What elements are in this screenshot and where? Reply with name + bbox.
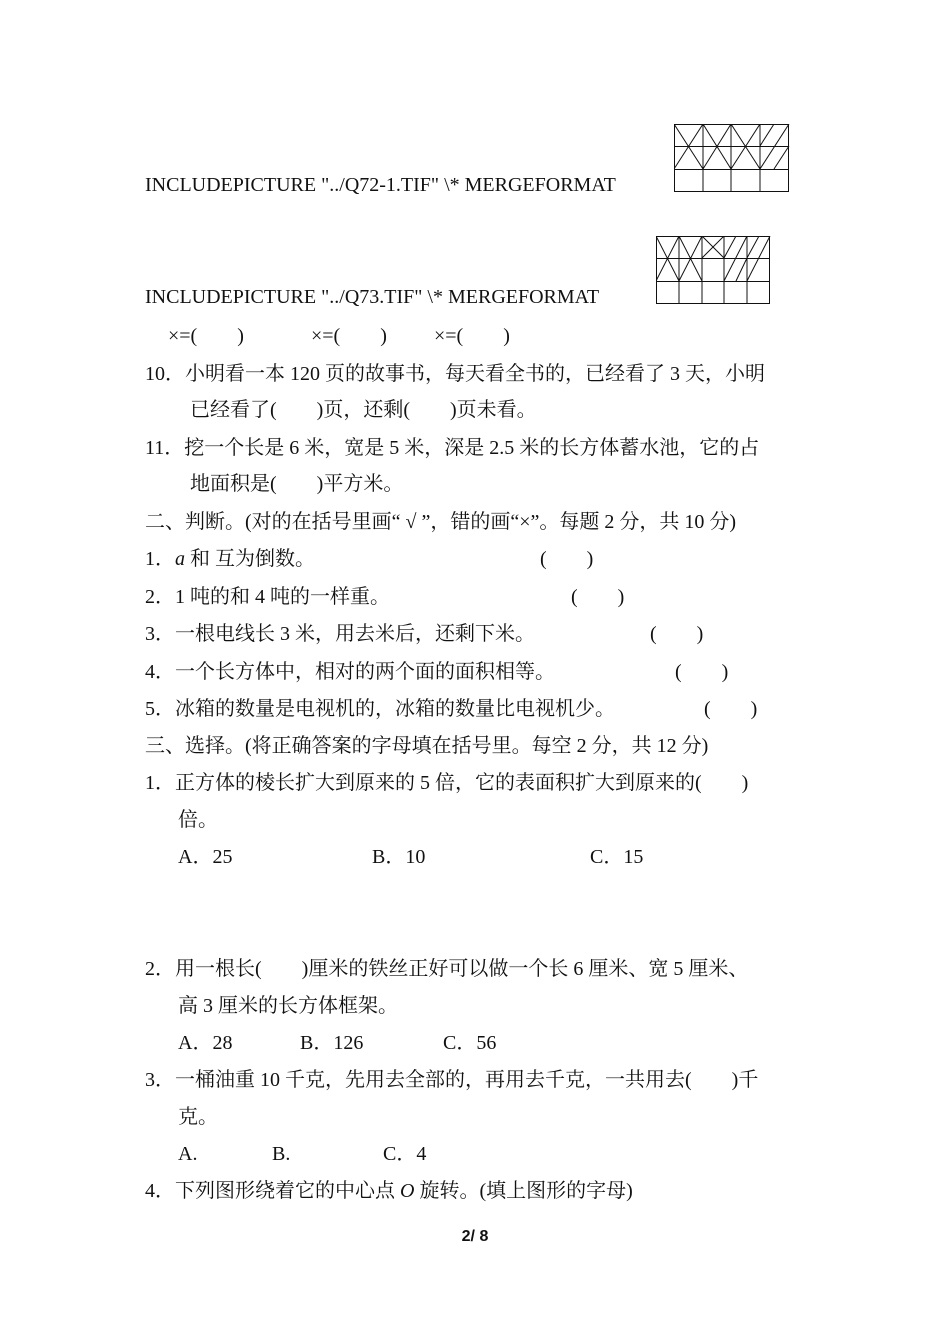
grid-figure-2 xyxy=(656,236,771,305)
choice-q1-option-a: A．25 xyxy=(178,846,233,868)
field-code-2: INCLUDEPICTURE "../Q73.TIF" \* MERGEFORMAT xyxy=(145,286,600,308)
choice-q3-option-c: C．4 xyxy=(383,1143,427,1165)
choice-q3-option-a: A. xyxy=(178,1143,198,1165)
variable-o: O xyxy=(400,1180,415,1202)
expr-blank-1: ×=( ) xyxy=(168,325,244,347)
grid-figure-1 xyxy=(674,124,790,193)
choice-q3-option-b: B. xyxy=(272,1143,291,1165)
question-11-line-2: 地面积是( )平方米。 xyxy=(190,473,404,495)
judge-heading: 二、判断。(对的在括号里画“ √ ”，错的画“×”。每题 2 分，共 10 分) xyxy=(145,511,737,533)
choice-question-2-line-2: 高 3 厘米的长方体框架。 xyxy=(178,995,398,1017)
choice-q4-text-post: 旋转。(填上图形的字母) xyxy=(414,1180,633,1202)
judge-question-4: 4．一个长方体中，相对的两个面的面积相等。 xyxy=(145,661,555,683)
choice-q1-option-b: B．10 xyxy=(372,846,426,868)
choice-heading: 三、选择。(将正确答案的字母填在括号里。每空 2 分，共 12 分) xyxy=(145,735,709,757)
choice-q2-option-a: A．28 xyxy=(178,1032,233,1054)
judge-answer-4: ( ) xyxy=(675,661,729,683)
judge-answer-1: ( ) xyxy=(540,548,594,570)
choice-question-1-line-2: 倍。 xyxy=(178,809,218,831)
choice-q4-text-pre: 4．下列图形绕着它的中心点 xyxy=(145,1180,400,1202)
choice-q1-option-c: C．15 xyxy=(590,846,644,868)
choice-question-3-line-2: 克。 xyxy=(178,1106,218,1128)
expr-blank-2: ×=( ) xyxy=(311,325,387,347)
judge-question-3: 3．一根电线长 3 米，用去米后，还剩下米。 xyxy=(145,623,535,645)
page-number: 2/ 8 xyxy=(461,1228,489,1245)
judge-question-2: 2．1 吨的和 4 吨的一样重。 xyxy=(145,586,390,608)
choice-q2-option-c: C．56 xyxy=(443,1032,497,1054)
judge-answer-3: ( ) xyxy=(650,623,704,645)
choice-question-3-line-1: 3．一桶油重 10 千克，先用去全部的，再用去千克，一共用去( )千 xyxy=(145,1069,759,1091)
choice-question-4 xyxy=(145,1178,633,1204)
judge-q1-number: 1． xyxy=(145,548,175,570)
question-11-line-1: 11．挖一个长是 6 米，宽是 5 米，深是 2.5 米的长方体蓄水池，它的占 xyxy=(145,437,760,459)
variable-a: a xyxy=(175,548,185,570)
field-code-1: INCLUDEPICTURE "../Q72-1.TIF" \* MERGEFORMAT xyxy=(145,174,616,196)
judge-answer-2: ( ) xyxy=(571,586,625,608)
choice-question-1-line-1: 1．正方体的棱长扩大到原来的 5 倍，它的表面积扩大到原来的( ) xyxy=(145,772,749,794)
question-10-line-1: 10．小明看一本 120 页的故事书，每天看全书的，已经看了 3 天，小明 xyxy=(145,363,765,385)
judge-question-1 xyxy=(145,546,315,572)
choice-q2-option-b: B．126 xyxy=(300,1032,364,1054)
expr-blank-3: ×=( ) xyxy=(434,325,510,347)
judge-answer-5: ( ) xyxy=(704,698,758,720)
judge-question-5: 5．冰箱的数量是电视机的，冰箱的数量比电视机少。 xyxy=(145,698,615,720)
question-10-line-2: 已经看了( )页，还剩( )页未看。 xyxy=(190,399,537,421)
choice-question-2-line-1: 2．用一根长( )厘米的铁丝正好可以做一个长 6 厘米、宽 5 厘米、 xyxy=(145,958,749,980)
judge-q1-text: 和 互为倒数。 xyxy=(185,548,315,570)
